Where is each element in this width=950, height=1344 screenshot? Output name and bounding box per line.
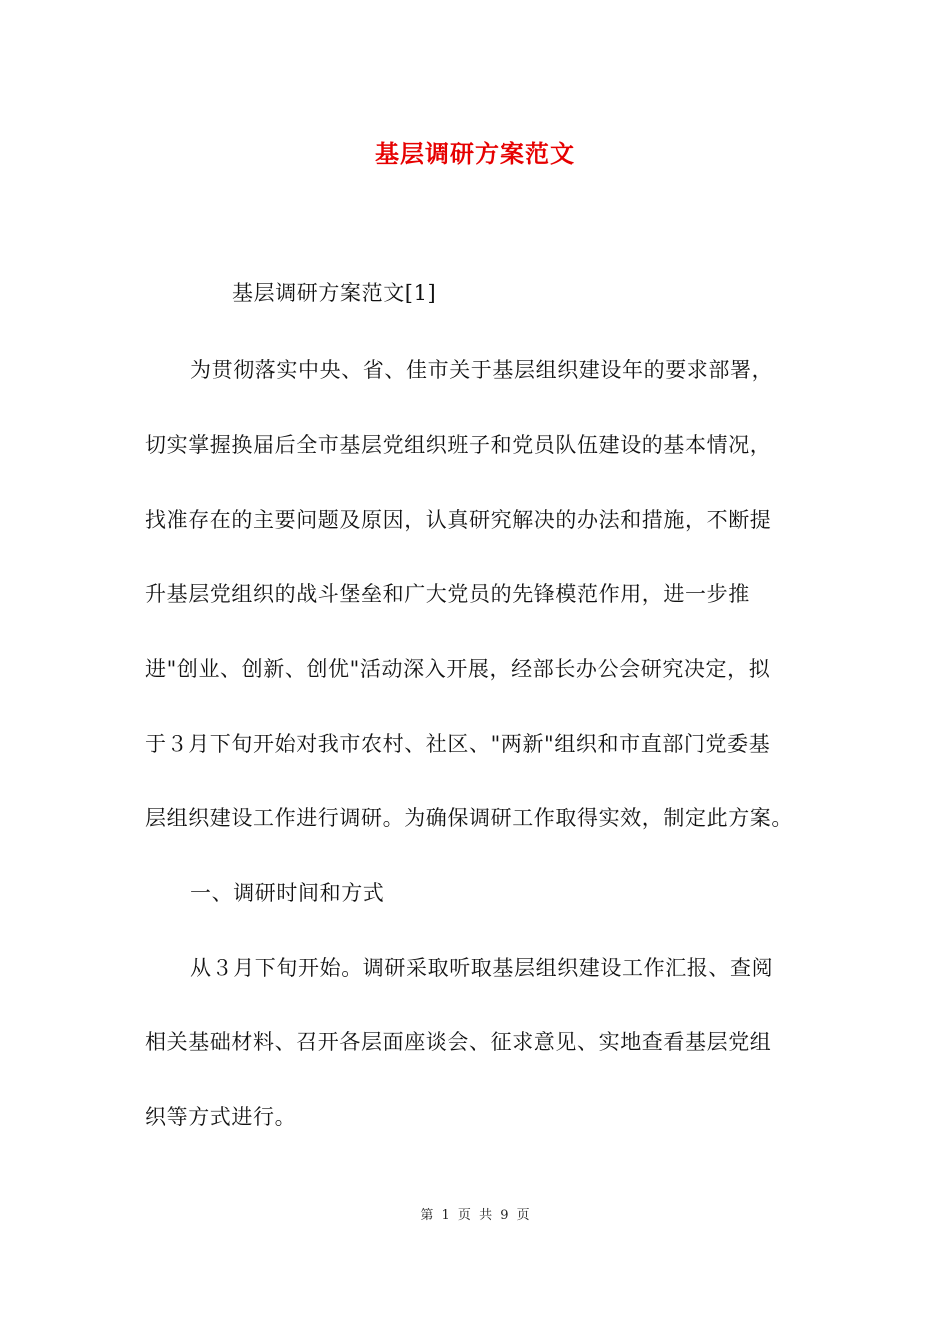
paragraph-line-6: 于３月下旬开始对我市农村、社区、"两新"组织和市直部门党委基 — [145, 732, 771, 756]
paragraph-line-1: 为贯彻落实中央、省、佳市关于基层组织建设年的要求部署， — [190, 358, 774, 382]
paragraph-line-10: 织等方式进行。 — [145, 1105, 297, 1129]
document-title: 基层调研方案范文 — [375, 139, 575, 168]
paragraph-line-4: 升基层党组织的战斗堡垒和广大党员的先锋模范作用，进一步推 — [145, 582, 750, 606]
footer-current-page: 1 — [441, 1208, 450, 1223]
section-heading: 一、调研时间和方式 — [190, 881, 385, 905]
paragraph-line-8: 从３月下旬开始。调研采取听取基层组织建设工作汇报、查阅 — [190, 956, 774, 980]
footer-label-ye: 页 — [457, 1208, 471, 1223]
paragraph-line-3: 找准存在的主要问题及原因，认真研究解决的办法和措施，不断提 — [145, 508, 772, 532]
paragraph-line-9: 相关基础材料、召开各层面座谈会、征求意见、实地查看基层党组 — [145, 1030, 772, 1054]
paragraph-line-2: 切实掌握换届后全市基层党组织班子和党员队伍建设的基本情况， — [145, 433, 772, 457]
paragraph-line-7: 层组织建设工作进行调研。为确保调研工作取得实效，制定此方案。 — [145, 806, 793, 830]
section-subtitle: 基层调研方案范文[1] — [232, 281, 437, 305]
paragraph-line-5: 进"创业、创新、创优"活动深入开展，经部长办公会研究决定，拟 — [145, 657, 771, 681]
footer-label-page: 第 — [420, 1208, 434, 1223]
footer-label-total: 共 — [479, 1208, 493, 1223]
footer-total-pages: 9 — [500, 1208, 509, 1223]
footer-label-ye2: 页 — [516, 1208, 530, 1223]
page-footer — [0, 1206, 950, 1226]
